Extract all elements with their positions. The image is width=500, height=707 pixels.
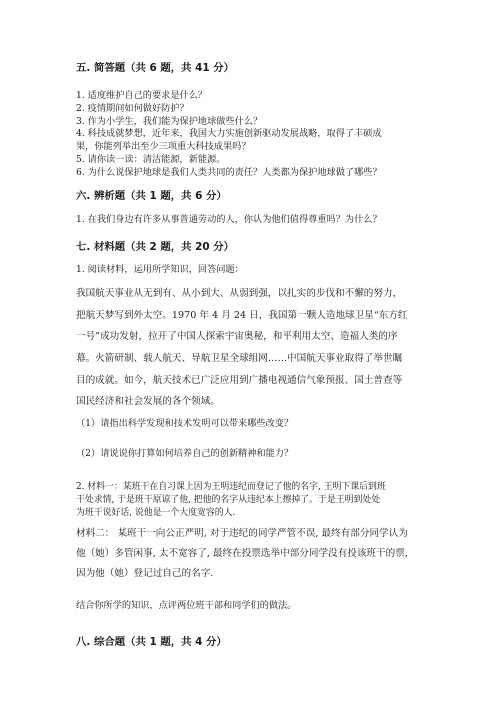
- material-line: 干处求情, 于是班干原谅了他, 把他的名字从违纪本上擦掉了。于是王明到处处: [76, 494, 381, 505]
- section-5-heading: 五. 简答题（共 6 题，共 41 分）: [76, 62, 235, 74]
- question-line: 3. 作为小学生，我们能为保护地球做些什么？: [76, 115, 263, 127]
- material-line: 他（她）多管闲事, 太不宽容了, 最终在投票选举中部分同学没有投该班干的票,: [76, 548, 408, 559]
- material-line: 幕。火箭研制、载人航天、导航卫星全球组网……中国航天事业取得了举世瞩: [76, 353, 403, 365]
- material-line: 我国航天事业从无到有、从小到大、从弱到强，以扎实的步伐和不懈的努力，: [76, 288, 403, 299]
- material-line: 目的成就。如今，航天技术已广泛应用到广播电视通信气象预报、国土普查等: [76, 374, 403, 386]
- sub-question-2: （2）请说说你打算如何培养自己的创新精神和能力？: [76, 448, 294, 459]
- section-8-heading: 八. 综合题（共 1 题，共 4 分）: [76, 636, 227, 648]
- question-line: 2. 疫情期间如何做好防护？: [76, 102, 189, 114]
- material-line: 一号”成功发射，拉开了中国人探索宇宙奥秘，和平利用太空、造福人类的序: [76, 331, 398, 343]
- material-line: 为班干说好话, 说他是一个大度宽容的人.: [76, 507, 236, 518]
- section-6-question: 1. 在我们身边有许多从事普通劳动的人，你认为他们值得尊重吗？为什么？: [76, 214, 382, 225]
- material-line: 国民经济和社会发展的各个领域。: [76, 396, 220, 408]
- material-question-1-text: [76, 283, 432, 413]
- material-question-2-part-1: [76, 481, 432, 519]
- material-line: 因为他（她）登记过自己的名字.: [76, 568, 214, 579]
- question-line: 5. 请你读一读：清洁能源，新能源。: [76, 153, 226, 165]
- section-5-questions: [76, 90, 432, 180]
- section-6-heading: 六. 辨析题（共 1 题，共 6 分）: [76, 190, 227, 202]
- material-question-2-prompt: 结合你所学的知识，点评两位班干部和同学们的做法。: [76, 600, 297, 611]
- material-line: 把航天梦写到外太空。1970 年 4 月 24 日，我国第一颗人造地球卫星“东方红: [76, 309, 408, 321]
- question-line: 4. 科技成就梦想，近年来，我国大力实施创新驱动发展战略，取得了丰硕成: [76, 128, 382, 140]
- material-line: 材料二： 某班干一向公正严明, 对于违纪的同学严管不误, 最终有部分同学认为: [76, 528, 408, 539]
- material-question-1-intro: 1. 阅读材料，运用所学知识，回答问题：: [76, 264, 244, 275]
- sub-question-1: （1）请指出科学发现和技术发明可以带来哪些改变？: [76, 418, 294, 429]
- material-line: 2. 材料一：某班干在自习课上因为王明违纪而登记了他的名字, 王明下课后到班: [76, 482, 386, 492]
- material-question-2-part-2: [76, 524, 432, 584]
- section-7-heading: 七. 材料题（共 2 题，共 20 分）: [76, 241, 235, 253]
- question-line: 1. 适度维护自己的要求是什么？: [76, 90, 208, 101]
- question-line: 果，你能列举出至少三项重大科技成果吗？: [76, 141, 251, 153]
- question-line: 6. 为什么说保护地球是我们人类共同的责任？人类都为保护地球做了哪些？: [76, 166, 382, 178]
